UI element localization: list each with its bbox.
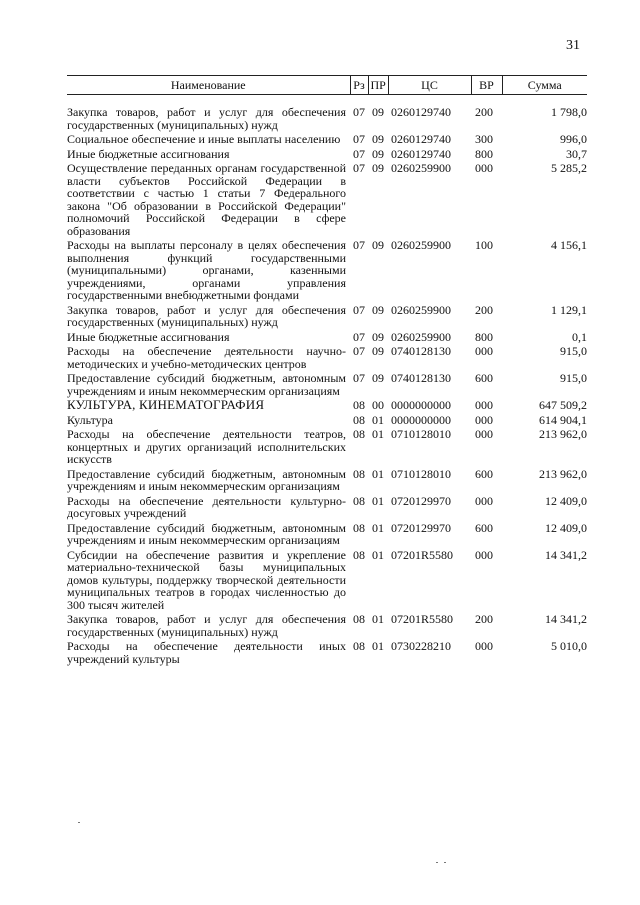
cell-vr: 100 [475, 238, 493, 252]
table-row [67, 304, 587, 331]
cell-vr: 000 [475, 547, 493, 562]
cell-rz: 08 [353, 520, 365, 535]
scan-speck [444, 862, 446, 863]
table-row [67, 414, 587, 429]
cell-rz: 08 [353, 639, 365, 653]
table-row [67, 468, 587, 495]
table-row [67, 148, 587, 163]
cell-pr: 09 [372, 132, 384, 146]
cell-pr: 01 [372, 639, 384, 653]
cell-sum: 4 156,1 [551, 238, 587, 252]
cell-rz: 07 [353, 329, 365, 344]
header-name: Наименование [67, 76, 350, 95]
table-row [67, 613, 587, 640]
cell-vr: 000 [475, 427, 493, 441]
table-row [67, 372, 587, 399]
table-row [67, 133, 587, 148]
cell-pr: 01 [372, 427, 384, 441]
cell-pr: 01 [372, 412, 384, 427]
cell-cs: 0260259900 [391, 302, 451, 317]
cell-pr: 09 [372, 371, 384, 385]
cell-pr: 09 [372, 161, 384, 175]
table-row [67, 428, 587, 468]
cell-vr: 600 [475, 371, 493, 385]
cell-pr: 09 [372, 238, 384, 252]
cell-rz: 08 [353, 612, 365, 626]
cell-cs: 07201R5580 [391, 547, 454, 562]
cell-sum: 30,7 [566, 146, 587, 161]
cell-name: Иные бюджетные ассигнования [67, 329, 230, 344]
cell-rz: 08 [353, 466, 365, 481]
cell-name: Предоставление субсидий бюджетным, автономным учреждениям и иным некоммерческим организациям [67, 371, 346, 398]
cell-rz: 07 [353, 161, 365, 175]
cell-name: Расходы на выплаты персоналу в целях обеспечения выполнения функций государственными (муниципальными) органами, казенными учреждениями, органами управления государственными внебюджетными фондами [67, 238, 346, 302]
cell-pr: 00 [372, 398, 384, 412]
cell-rz: 08 [353, 412, 365, 427]
cell-name: Расходы на обеспечение деятельности театров, концертных и других организаций исполнительских искусств [67, 427, 346, 466]
cell-sum: 12 409,0 [545, 493, 587, 508]
cell-vr: 600 [475, 466, 493, 481]
scan-speck [436, 862, 438, 863]
cell-sum: 5 010,0 [551, 639, 587, 653]
cell-rz: 07 [353, 132, 365, 146]
cell-sum: 12 409,0 [545, 520, 587, 535]
cell-pr: 09 [372, 105, 384, 119]
cell-sum: 1 129,1 [551, 302, 587, 317]
cell-sum: 1 798,0 [551, 105, 587, 119]
cell-name: Закупка товаров, работ и услуг для обеспечения государственных (муниципальных) нужд [67, 105, 346, 132]
cell-rz: 08 [353, 493, 365, 508]
cell-cs: 0260259900 [391, 238, 451, 252]
scan-speck [78, 822, 80, 823]
cell-vr: 000 [475, 161, 493, 175]
cell-name: Иные бюджетные ассигнования [67, 146, 230, 161]
cell-cs: 0710128010 [391, 466, 451, 481]
cell-pr: 01 [372, 493, 384, 508]
cell-pr: 01 [372, 547, 384, 562]
cell-name: Расходы на обеспечение деятельности иных учреждений культуры [67, 639, 346, 666]
table-row [67, 95, 587, 134]
cell-vr: 800 [475, 146, 493, 161]
cell-pr: 09 [372, 344, 384, 358]
cell-vr: 000 [475, 639, 493, 653]
table-row [67, 549, 587, 614]
cell-vr: 300 [475, 132, 493, 146]
cell-rz: 08 [353, 427, 365, 441]
cell-sum: 5 285,2 [551, 161, 587, 175]
cell-vr: 600 [475, 520, 493, 535]
cell-sum: 14 341,2 [545, 612, 587, 626]
cell-sum: 0,1 [572, 329, 587, 344]
table-body [67, 95, 587, 668]
header-pr: ПР [368, 76, 388, 95]
cell-cs: 0740128130 [391, 344, 451, 358]
cell-name: Предоставление субсидий бюджетным, автономным учреждениям и иным некоммерческим организациям [67, 466, 346, 493]
cell-name: Предоставление субсидий бюджетным, автономным учреждениям и иным некоммерческим организациям [67, 520, 346, 547]
cell-vr: 200 [475, 302, 493, 317]
cell-vr: 800 [475, 329, 493, 344]
table-row [67, 239, 587, 304]
cell-cs: 0710128010 [391, 427, 451, 441]
cell-name: Социальное обеспечение и иные выплаты населению [67, 132, 341, 146]
cell-cs: 0260129740 [391, 105, 451, 119]
cell-vr: 000 [475, 344, 493, 358]
cell-rz: 07 [353, 238, 365, 252]
cell-cs: 0730228210 [391, 639, 451, 653]
cell-cs: 0720129970 [391, 493, 451, 508]
header-cs: ЦС [388, 76, 471, 95]
cell-sum: 14 341,2 [545, 547, 587, 562]
cell-cs: 0260129740 [391, 132, 451, 146]
cell-vr: 200 [475, 612, 493, 626]
budget-table [67, 75, 587, 667]
cell-name: Закупка товаров, работ и услуг для обеспечения государственных (муниципальных) нужд [67, 612, 346, 639]
cell-pr: 01 [372, 466, 384, 481]
cell-rz: 07 [353, 146, 365, 161]
cell-name: Субсидии на обеспечение развития и укрепление материально-технической базы муниципальных домов культуры, поддержку творческой деятельности муниципальных театров в городах численностью до 300 тысяч жителей [67, 547, 346, 612]
cell-rz: 07 [353, 105, 365, 119]
cell-name: Расходы на обеспечение деятельности научно-методических и учебно-методических центров [67, 344, 346, 371]
cell-name: Культура [67, 412, 113, 427]
cell-name: КУЛЬТУРА, КИНЕМАТОГРАФИЯ [67, 397, 265, 412]
cell-sum: 213 962,0 [539, 466, 587, 481]
cell-sum: 915,0 [560, 371, 587, 385]
cell-sum: 647 509,2 [539, 398, 587, 412]
cell-name: Осуществление переданных органам государственной власти субъектов Российской Федерации в соответствии с частью 1 статьи 7 Федерального закона "Об образовании в Российской Федерации" полномочий Российской Федерации в сфере образования [67, 161, 346, 238]
cell-cs: 0260259900 [391, 161, 451, 175]
table-header-row [67, 76, 587, 95]
cell-sum: 614 904,1 [539, 412, 587, 427]
header-rz: Рз [350, 76, 368, 95]
cell-sum: 915,0 [560, 344, 587, 358]
cell-pr: 09 [372, 302, 384, 317]
cell-cs: 07201R5580 [391, 612, 454, 626]
cell-pr: 01 [372, 520, 384, 535]
cell-name: Закупка товаров, работ и услуг для обеспечения государственных (муниципальных) нужд [67, 302, 346, 329]
table-row [67, 331, 587, 346]
table-row [67, 495, 587, 522]
cell-pr: 09 [372, 329, 384, 344]
cell-sum: 213 962,0 [539, 427, 587, 441]
table-row [67, 522, 587, 549]
table-row [67, 640, 587, 667]
header-sum: Сумма [502, 76, 587, 95]
cell-pr: 01 [372, 612, 384, 626]
table-row [67, 345, 587, 372]
cell-vr: 000 [475, 493, 493, 508]
cell-vr: 000 [475, 412, 493, 427]
page-number: 31 [566, 38, 580, 53]
cell-cs: 0260259900 [391, 329, 451, 344]
cell-vr: 200 [475, 105, 493, 119]
cell-rz: 08 [353, 398, 365, 412]
header-vr: ВР [471, 76, 502, 95]
cell-rz: 07 [353, 302, 365, 317]
cell-cs: 0260129740 [391, 146, 451, 161]
cell-rz: 07 [353, 371, 365, 385]
cell-rz: 08 [353, 547, 365, 562]
cell-cs: 0720129970 [391, 520, 451, 535]
cell-name: Расходы на обеспечение деятельности культурно-досуговых учреждений [67, 493, 346, 520]
cell-pr: 09 [372, 146, 384, 161]
table-row [67, 162, 587, 239]
cell-rz: 07 [353, 344, 365, 358]
cell-cs: 0000000000 [391, 398, 451, 412]
cell-sum: 996,0 [560, 132, 587, 146]
cell-cs: 0000000000 [391, 412, 451, 427]
cell-cs: 0740128130 [391, 371, 451, 385]
cell-vr: 000 [475, 398, 493, 412]
table-row [67, 399, 587, 414]
